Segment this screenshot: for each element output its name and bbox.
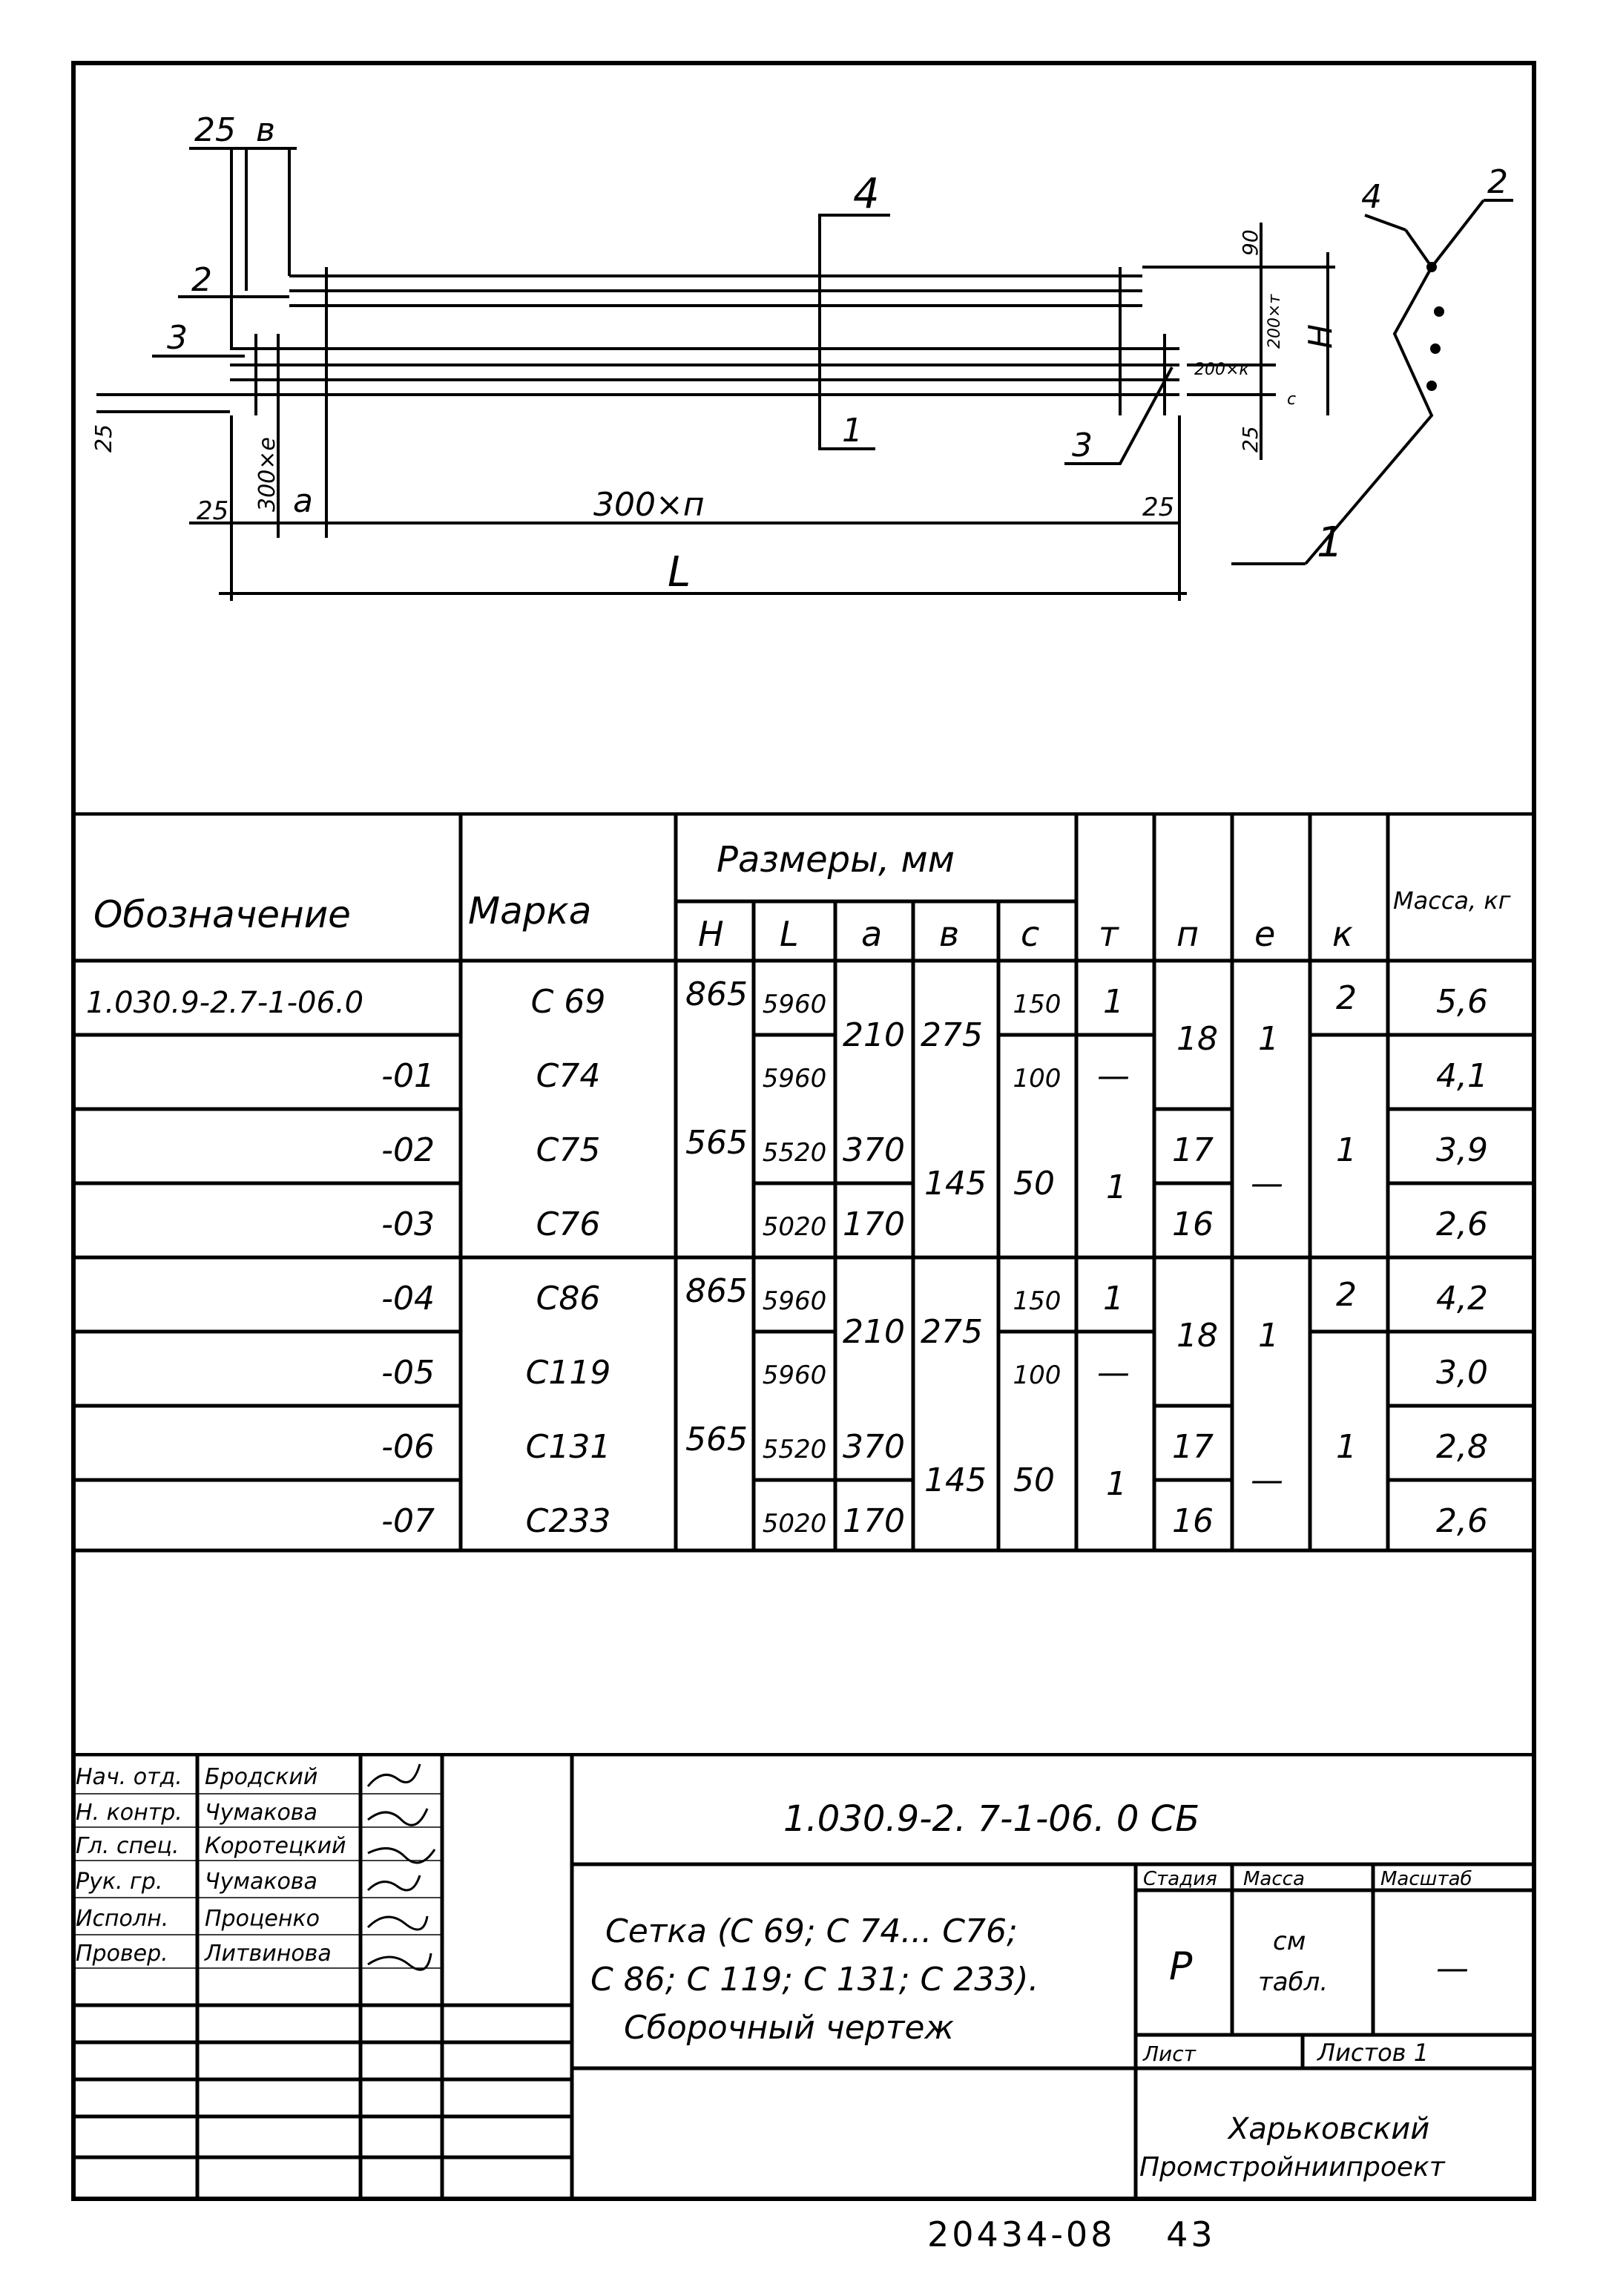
cell-n: 17 (1172, 1428, 1214, 1466)
cell-m: — (1097, 1354, 1130, 1392)
cell-H-865-b: 865 (685, 1272, 748, 1310)
role-6: Провер. (76, 1941, 168, 1967)
dim-25-left: 25 (197, 496, 229, 526)
title-line-1: Сетка (С 69; С 74... С76; (605, 1912, 1018, 1950)
dim-90: 90 (1238, 229, 1263, 256)
cell-designation: -02 (381, 1131, 435, 1169)
header-e: е (1254, 914, 1276, 954)
cell-mark: С75 (536, 1131, 601, 1169)
cell-n-18-b: 18 (1176, 1317, 1218, 1355)
cell-b-275-b: 275 (921, 1313, 983, 1351)
cell-e-1-a: 1 (1258, 1020, 1279, 1058)
mass-label: Масса (1243, 1868, 1305, 1890)
dim-300n: 300×п (593, 486, 705, 524)
cell-e-1-b: 1 (1258, 1317, 1279, 1355)
page-number: 43 (1166, 2214, 1216, 2254)
cell-a: 370 (843, 1131, 905, 1169)
role-3: Гл. спец. (76, 1833, 180, 1859)
cell-L: 5960 (762, 1064, 827, 1093)
header-dimensions: Размеры, мм (717, 839, 955, 881)
header-k: к (1332, 914, 1353, 954)
title-block (71, 1753, 1536, 2201)
role-5: Исполн. (76, 1906, 169, 1932)
mesh-drawing (0, 0, 1603, 809)
cell-mark: С233 (525, 1502, 611, 1540)
cell-mass: 2,6 (1436, 1205, 1488, 1243)
cell-a-210-a: 210 (843, 1016, 905, 1054)
dim-H: Н (1302, 323, 1340, 349)
cell-designation: -06 (381, 1428, 435, 1466)
page-code: 20434-08 (927, 2214, 1116, 2254)
cell-c: 100 (1013, 1064, 1061, 1093)
cell-designation: -03 (381, 1205, 435, 1243)
name-5: Проценко (205, 1906, 320, 1932)
header-mark: Марка (468, 889, 592, 932)
dim-25-vertical: 25 (1238, 426, 1263, 453)
cell-m: 1 (1103, 983, 1124, 1021)
cell-a: 170 (843, 1205, 905, 1243)
name-6: Литвинова (205, 1941, 332, 1967)
section-position-2: 2 (1487, 163, 1508, 201)
dim-200k: 200×к (1194, 361, 1249, 379)
stage-label: Стадия (1143, 1868, 1217, 1890)
cell-mass: 2,8 (1436, 1428, 1488, 1466)
section-position-4: 4 (1361, 178, 1382, 216)
mass-value-1: см (1273, 1927, 1306, 1956)
header-c: с (1021, 914, 1040, 954)
cell-b-275-a: 275 (921, 1016, 983, 1054)
stage-value: Р (1169, 1944, 1193, 1989)
cell-designation: -07 (381, 1502, 435, 1540)
cell-n: 16 (1172, 1502, 1214, 1540)
dim-c: с (1287, 390, 1297, 409)
cell-n: 17 (1172, 1131, 1214, 1169)
org-line-2: Промстройниипроект (1139, 2152, 1445, 2182)
cell-mark: С74 (536, 1057, 601, 1095)
cell-e-dash-b: — (1251, 1461, 1283, 1499)
cell-mark: С86 (536, 1280, 601, 1318)
cell-L: 5020 (762, 1509, 827, 1539)
position-3-label: 3 (167, 319, 188, 357)
mass-value-2: табл. (1258, 1967, 1329, 1997)
dim-25-top: 25 (194, 111, 236, 149)
page-footer (927, 2214, 1216, 2254)
dim-a: а (293, 482, 313, 520)
sheet-label: Лист (1143, 2042, 1196, 2066)
name-2: Чумакова (205, 1800, 317, 1826)
cell-mark: С131 (525, 1428, 611, 1466)
cell-c: 150 (1013, 990, 1061, 1019)
cell-L: 5020 (762, 1212, 827, 1242)
header-n: п (1176, 914, 1199, 954)
cell-mark: С76 (536, 1205, 601, 1243)
cell-designation: -04 (381, 1280, 435, 1318)
header-b: в (939, 914, 960, 954)
cell-mass: 5,6 (1436, 983, 1488, 1021)
title-line-3: Сборочный чертеж (624, 2009, 955, 2047)
specification-table (71, 812, 1536, 1554)
cell-k-1-a: 1 (1336, 1131, 1357, 1169)
cell-m: 1 (1103, 1280, 1124, 1318)
role-4: Рук. гр. (76, 1869, 163, 1895)
scale-label: Масштаб (1380, 1868, 1472, 1890)
cell-n: 16 (1172, 1205, 1214, 1243)
document-code: 1.030.9-2. 7-1-06. 0 СБ (783, 1798, 1200, 1840)
cell-c-50-a: 50 (1013, 1165, 1055, 1203)
cell-n-18-a: 18 (1176, 1020, 1218, 1058)
title-block-grid (71, 1753, 1536, 2201)
cell-b-145-a: 145 (924, 1165, 987, 1203)
cell-designation: 1.030.9-2.7-1-06.0 (86, 986, 364, 1020)
header-designation: Обозначение (93, 893, 351, 936)
cell-c: 100 (1013, 1361, 1061, 1390)
dim-200m: 200×т (1265, 294, 1284, 349)
cell-H-565-a: 565 (685, 1124, 748, 1162)
cell-mass: 3,9 (1436, 1131, 1488, 1169)
title-line-2: С 86; С 119; С 131; С 233). (590, 1961, 1039, 1999)
dim-25-right: 25 (1142, 493, 1175, 522)
name-1: Бродский (205, 1764, 318, 1790)
cell-L: 5960 (762, 990, 827, 1019)
cell-L: 5960 (762, 1286, 827, 1316)
scale-value: — (1436, 1950, 1469, 1987)
position-2-label: 2 (191, 261, 212, 299)
cell-H-565-b: 565 (685, 1421, 748, 1458)
table-grid (71, 812, 1536, 1554)
cell-m: — (1097, 1057, 1130, 1095)
header-m: т (1099, 914, 1119, 954)
cell-L: 5960 (762, 1361, 827, 1390)
cell-mass: 4,1 (1436, 1057, 1488, 1095)
position-3-right-label: 3 (1072, 427, 1093, 464)
org-line-1: Харьковский (1228, 2112, 1430, 2146)
role-2: Н. контр. (76, 1800, 182, 1826)
section-position-1: 1 (1317, 519, 1343, 567)
signatures (368, 1764, 435, 1970)
cell-L: 5520 (762, 1435, 827, 1464)
cell-mass: 2,6 (1436, 1502, 1488, 1540)
cell-mass: 3,0 (1436, 1354, 1488, 1392)
cell-mark: С119 (525, 1354, 611, 1392)
cell-c: 150 (1013, 1286, 1061, 1316)
name-4: Чумакова (205, 1869, 317, 1895)
cell-L: 5520 (762, 1138, 827, 1168)
role-1: Нач. отд. (76, 1764, 182, 1790)
header-a: а (861, 914, 883, 954)
cell-c-50-b: 50 (1013, 1461, 1055, 1499)
cell-k-2-b: 2 (1336, 1276, 1357, 1314)
header-mass: Масса, кг (1393, 887, 1511, 915)
header-H: Н (698, 914, 724, 954)
position-4-label: 4 (853, 170, 880, 218)
cell-H-865-a: 865 (685, 976, 748, 1013)
cell-a: 170 (843, 1502, 905, 1540)
dim-L: L (668, 548, 691, 596)
cell-mass: 4,2 (1436, 1280, 1488, 1318)
cell-designation: -05 (381, 1354, 435, 1392)
cell-m-1-a: 1 (1106, 1168, 1127, 1206)
cell-designation: -01 (381, 1057, 435, 1095)
cell-a: 370 (843, 1428, 905, 1466)
name-3: Коротецкий (205, 1833, 346, 1859)
dim-25-bottom-left: 25 (91, 424, 117, 453)
position-1-label: 1 (842, 412, 863, 450)
cell-b-145-b: 145 (924, 1461, 987, 1499)
cell-k-2-a: 2 (1336, 979, 1357, 1017)
cell-k-1-b: 1 (1336, 1428, 1357, 1466)
cell-mark: С 69 (530, 983, 606, 1021)
cell-e-dash-a: — (1251, 1165, 1283, 1203)
dim-300e: 300×е (254, 437, 280, 512)
sheets-label: Листов 1 (1317, 2039, 1429, 2067)
cell-a-210-b: 210 (843, 1313, 905, 1351)
dim-b: в (256, 111, 275, 149)
cell-m-1-b: 1 (1106, 1465, 1127, 1503)
header-L: L (780, 914, 799, 954)
